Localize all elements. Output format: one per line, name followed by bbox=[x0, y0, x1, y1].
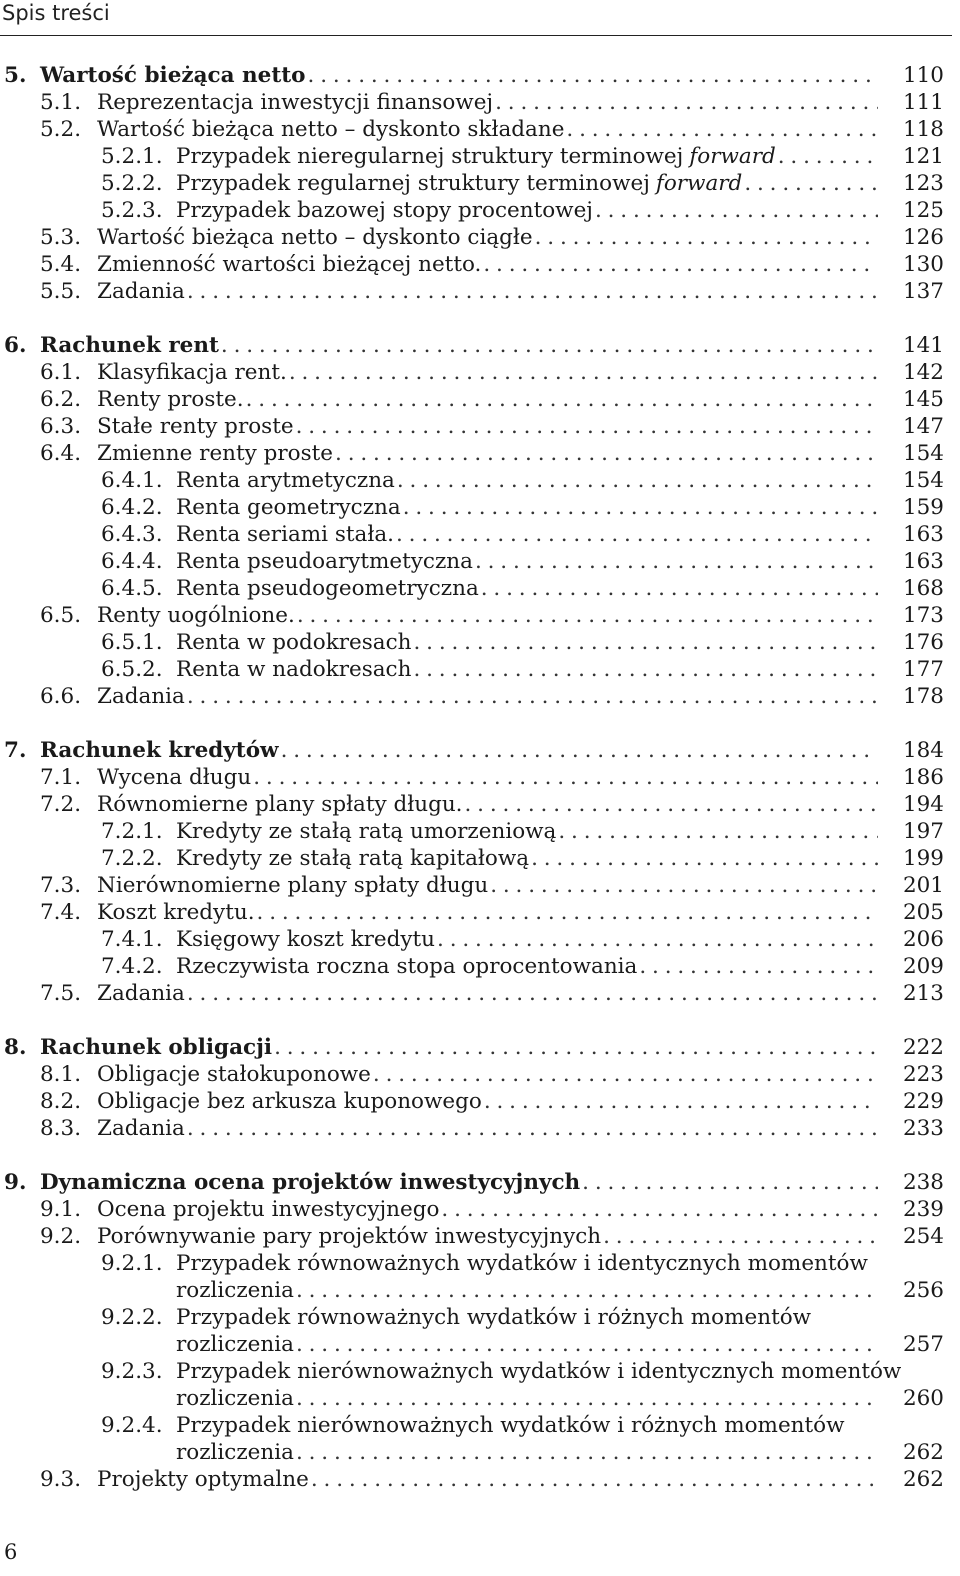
dot-leader bbox=[335, 440, 878, 467]
entry-number: 5.2.3. bbox=[101, 198, 163, 223]
dot-leader bbox=[308, 62, 878, 89]
chapter-page: 184 bbox=[902, 738, 944, 763]
entry-number: 5.2.1. bbox=[101, 144, 163, 169]
entry-title-continuation: rozliczenia bbox=[176, 1440, 294, 1465]
chapter-title: Rachunek rent bbox=[40, 333, 219, 358]
entry-number: 6.2. bbox=[40, 387, 82, 412]
entry-title: Przypadek nierównoważnych wydatków i identycznych momentów bbox=[176, 1359, 902, 1384]
entry-page: 145 bbox=[902, 387, 944, 412]
toc-entry[interactable] bbox=[0, 170, 952, 197]
toc-entry[interactable] bbox=[0, 602, 952, 629]
entry-number: 7.2.2. bbox=[101, 846, 163, 871]
dot-leader bbox=[296, 1385, 878, 1412]
entry-number: 6.4.5. bbox=[101, 576, 163, 601]
dot-leader bbox=[187, 1115, 878, 1142]
entry-number: 7.4.1. bbox=[101, 927, 163, 952]
entry-title: Reprezentacja inwestycji finansowej bbox=[97, 90, 494, 115]
entry-number: 8.2. bbox=[40, 1089, 82, 1114]
entry-title: Porównywanie pary projektów inwestycyjnych bbox=[97, 1224, 602, 1249]
toc-entry[interactable] bbox=[0, 440, 952, 467]
entry-number: 9.2.4. bbox=[101, 1413, 163, 1438]
entry-title: Obligacje stałokuponowe bbox=[97, 1062, 371, 1087]
toc-entry[interactable] bbox=[0, 926, 952, 953]
dot-leader bbox=[441, 1196, 878, 1223]
entry-title: Stałe renty proste bbox=[97, 414, 294, 439]
toc-entry[interactable] bbox=[0, 1250, 952, 1304]
dot-leader bbox=[274, 1034, 878, 1061]
toc-entry[interactable] bbox=[0, 575, 952, 602]
entry-page: 118 bbox=[902, 117, 944, 142]
entry-number: 6.4. bbox=[40, 441, 82, 466]
toc-chapter-entry[interactable] bbox=[0, 332, 952, 359]
entry-page: 126 bbox=[902, 225, 944, 250]
dot-leader bbox=[373, 1061, 878, 1088]
entry-page: 130 bbox=[902, 252, 944, 277]
entry-page: 205 bbox=[902, 900, 944, 925]
entry-title: Kredyty ze stałą ratą umorzeniową bbox=[176, 819, 557, 844]
toc-entry-continuation bbox=[0, 1277, 952, 1304]
entry-title: Przypadek nierównoważnych wydatków i różnych momentów bbox=[176, 1413, 845, 1438]
dot-leader bbox=[311, 1466, 878, 1493]
toc-entry[interactable] bbox=[0, 845, 952, 872]
toc-entry[interactable] bbox=[0, 1088, 952, 1115]
dot-leader bbox=[558, 818, 878, 845]
entry-number: 5.2. bbox=[40, 117, 82, 142]
entry-title: Kredyty ze stałą ratą kapitałową bbox=[176, 846, 530, 871]
entry-title: Renta w nadokresach bbox=[176, 657, 412, 682]
toc-chapter-entry[interactable] bbox=[0, 1169, 952, 1196]
table-of-contents bbox=[0, 62, 952, 1520]
dot-leader bbox=[296, 1277, 878, 1304]
entry-title: Renty uogólnione. bbox=[97, 603, 295, 628]
entry-title: Renty proste. bbox=[97, 387, 244, 412]
toc-entry[interactable] bbox=[0, 197, 952, 224]
chapter-page: 110 bbox=[902, 63, 944, 88]
toc-entry[interactable] bbox=[0, 467, 952, 494]
entry-number: 6.4.1. bbox=[101, 468, 163, 493]
entry-page: 163 bbox=[902, 522, 944, 547]
entry-title: Równomierne plany spłaty długu. bbox=[97, 792, 463, 817]
entry-page: 168 bbox=[902, 576, 944, 601]
dot-leader bbox=[483, 251, 878, 278]
entry-page: 121 bbox=[902, 144, 944, 169]
entry-page: 147 bbox=[902, 414, 944, 439]
entry-page: 194 bbox=[902, 792, 944, 817]
toc-entry[interactable] bbox=[0, 1196, 952, 1223]
entry-page: 173 bbox=[902, 603, 944, 628]
entry-number: 9.1. bbox=[40, 1197, 82, 1222]
entry-page: 111 bbox=[902, 90, 944, 115]
entry-number: 8.1. bbox=[40, 1062, 82, 1087]
dot-leader bbox=[221, 332, 878, 359]
entry-title: Koszt kredytu. bbox=[97, 900, 255, 925]
entry-page: 177 bbox=[902, 657, 944, 682]
entry-number: 7.3. bbox=[40, 873, 82, 898]
running-header bbox=[0, 0, 952, 36]
toc-entry-continuation bbox=[0, 1331, 952, 1358]
entry-title: Klasyfikacja rent. bbox=[97, 360, 287, 385]
dot-leader bbox=[296, 1439, 878, 1466]
chapter-title: Wartość bieżąca netto bbox=[40, 63, 306, 88]
dot-leader bbox=[603, 1223, 878, 1250]
dot-leader bbox=[296, 1331, 878, 1358]
dot-leader bbox=[475, 548, 878, 575]
dot-leader bbox=[187, 278, 878, 305]
toc-chapter bbox=[0, 1169, 952, 1493]
toc-entry[interactable] bbox=[0, 1115, 952, 1142]
entry-title-continuation: rozliczenia bbox=[176, 1386, 294, 1411]
toc-entry[interactable] bbox=[0, 1061, 952, 1088]
entry-number: 9.2.1. bbox=[101, 1251, 163, 1276]
entry-number: 5.5. bbox=[40, 279, 82, 304]
entry-page: 197 bbox=[902, 819, 944, 844]
entry-page: 223 bbox=[902, 1062, 944, 1087]
toc-entry-line bbox=[0, 1412, 952, 1439]
dot-leader bbox=[413, 629, 878, 656]
entry-number: 6.5.1. bbox=[101, 630, 163, 655]
entry-title: Księgowy koszt kredytu bbox=[176, 927, 436, 952]
toc-entry[interactable] bbox=[0, 899, 952, 926]
toc-entry[interactable] bbox=[0, 224, 952, 251]
dot-leader bbox=[397, 467, 878, 494]
entry-page: 213 bbox=[902, 981, 944, 1006]
toc-entry[interactable] bbox=[0, 1304, 952, 1358]
entry-title: Wartość bieżąca netto – dyskonto ciągłe bbox=[97, 225, 533, 250]
entry-title: Przypadek nieregularnej struktury terminowej bbox=[176, 144, 684, 169]
entry-title: Obligacje bez arkusza kuponowego bbox=[97, 1089, 482, 1114]
chapter-page: 238 bbox=[902, 1170, 944, 1195]
entry-number: 7.4.2. bbox=[101, 954, 163, 979]
entry-title: Renta pseudogeometryczna bbox=[176, 576, 479, 601]
toc-entry-line bbox=[0, 1358, 952, 1385]
toc-entry-continuation bbox=[0, 1385, 952, 1412]
toc-entry[interactable] bbox=[0, 494, 952, 521]
toc-entry[interactable] bbox=[0, 359, 952, 386]
toc-entry[interactable] bbox=[0, 683, 952, 710]
entry-title-continuation: rozliczenia bbox=[176, 1332, 294, 1357]
toc-entry[interactable] bbox=[0, 953, 952, 980]
toc-entry[interactable] bbox=[0, 521, 952, 548]
entry-number: 6.5. bbox=[40, 603, 82, 628]
entry-number: 9.2.2. bbox=[101, 1305, 163, 1330]
dot-leader bbox=[253, 764, 878, 791]
entry-title: Rzeczywista roczna stopa oprocentowania bbox=[176, 954, 638, 979]
entry-page: 142 bbox=[902, 360, 944, 385]
toc-entry[interactable] bbox=[0, 116, 952, 143]
toc-chapter-entry[interactable] bbox=[0, 1034, 952, 1061]
dot-leader bbox=[595, 197, 878, 224]
dot-leader bbox=[495, 89, 878, 116]
dot-leader bbox=[396, 521, 878, 548]
entry-number: 7.1. bbox=[40, 765, 82, 790]
toc-entry[interactable] bbox=[0, 413, 952, 440]
entry-title: Renta w podokresach bbox=[176, 630, 412, 655]
toc-entry[interactable] bbox=[0, 548, 952, 575]
chapter-page: 222 bbox=[902, 1035, 944, 1060]
entry-page: 206 bbox=[902, 927, 944, 952]
dot-leader bbox=[566, 116, 878, 143]
dot-leader bbox=[535, 224, 878, 251]
entry-number: 7.5. bbox=[40, 981, 82, 1006]
chapter-title: Rachunek obligacji bbox=[40, 1035, 273, 1060]
toc-chapter bbox=[0, 62, 952, 305]
entry-page: 260 bbox=[902, 1386, 944, 1411]
entry-title: Renta geometryczna bbox=[176, 495, 401, 520]
toc-entry[interactable] bbox=[0, 251, 952, 278]
toc-entry[interactable] bbox=[0, 980, 952, 1007]
toc-entry[interactable] bbox=[0, 1412, 952, 1466]
entry-page: 159 bbox=[902, 495, 944, 520]
entry-title: Zmienne renty proste bbox=[97, 441, 334, 466]
dot-leader bbox=[257, 899, 878, 926]
chapter-number: 8. bbox=[4, 1035, 27, 1060]
entry-page: 256 bbox=[902, 1278, 944, 1303]
entry-page: 178 bbox=[902, 684, 944, 709]
entry-number: 6.1. bbox=[40, 360, 82, 385]
chapter-number: 7. bbox=[4, 738, 27, 763]
entry-page: 163 bbox=[902, 549, 944, 574]
entry-title: Ocena projektu inwestycyjnego bbox=[97, 1197, 440, 1222]
dot-leader bbox=[281, 737, 878, 764]
entry-page: 137 bbox=[902, 279, 944, 304]
dot-leader bbox=[187, 683, 878, 710]
entry-title: Przypadek równoważnych wydatków i identycznych momentów bbox=[176, 1251, 868, 1276]
entry-title: Renta arytmetyczna bbox=[176, 468, 395, 493]
entry-number: 8.3. bbox=[40, 1116, 82, 1141]
entry-title: Wycena długu bbox=[97, 765, 252, 790]
toc-chapter bbox=[0, 332, 952, 710]
entry-title: Zadania bbox=[97, 1116, 185, 1141]
entry-page: 154 bbox=[902, 441, 944, 466]
entry-page: 201 bbox=[902, 873, 944, 898]
toc-entry[interactable] bbox=[0, 791, 952, 818]
dot-leader bbox=[531, 845, 878, 872]
toc-chapter bbox=[0, 737, 952, 1007]
entry-page: 176 bbox=[902, 630, 944, 655]
entry-title-italic-wrap bbox=[656, 170, 742, 197]
dot-leader bbox=[246, 386, 878, 413]
entry-number: 9.2. bbox=[40, 1224, 82, 1249]
entry-title: Zadania bbox=[97, 279, 185, 304]
entry-page: 229 bbox=[902, 1089, 944, 1114]
entry-title: Zadania bbox=[97, 981, 185, 1006]
entry-number: 5.2.2. bbox=[101, 171, 163, 196]
entry-number: 6.5.2. bbox=[101, 657, 163, 682]
entry-title-italic: forward bbox=[689, 144, 776, 169]
entry-number: 5.3. bbox=[40, 225, 82, 250]
toc-chapter bbox=[0, 1034, 952, 1142]
dot-leader bbox=[465, 791, 878, 818]
chapter-title: Rachunek kredytów bbox=[40, 738, 279, 763]
toc-entry[interactable] bbox=[0, 656, 952, 683]
entry-title-italic-wrap bbox=[689, 143, 775, 170]
toc-entry[interactable] bbox=[0, 872, 952, 899]
entry-number: 9.3. bbox=[40, 1467, 82, 1492]
entry-title: Wartość bieżąca netto – dyskonto składane bbox=[97, 117, 565, 142]
entry-title: Renta pseudoarytmetyczna bbox=[176, 549, 473, 574]
entry-number: 6.3. bbox=[40, 414, 82, 439]
entry-title-continuation: rozliczenia bbox=[176, 1278, 294, 1303]
dot-leader bbox=[187, 980, 878, 1007]
toc-chapter-entry[interactable] bbox=[0, 737, 952, 764]
entry-title: Nierównomierne plany spłaty długu bbox=[97, 873, 489, 898]
toc-chapter-entry[interactable] bbox=[0, 62, 952, 89]
dot-leader bbox=[297, 602, 878, 629]
entry-title: Zadania bbox=[97, 684, 185, 709]
entry-number: 6.6. bbox=[40, 684, 82, 709]
entry-number: 7.4. bbox=[40, 900, 82, 925]
entry-page: 209 bbox=[902, 954, 944, 979]
page-number: 6 bbox=[4, 1540, 18, 1564]
toc-entry[interactable] bbox=[0, 1223, 952, 1250]
dot-leader bbox=[490, 872, 878, 899]
dot-leader bbox=[484, 1088, 878, 1115]
toc-entry[interactable] bbox=[0, 386, 952, 413]
entry-title: Projekty optymalne bbox=[97, 1467, 309, 1492]
running-title: Spis treści bbox=[2, 1, 110, 25]
entry-title: Renta seriami stała. bbox=[176, 522, 394, 547]
dot-leader bbox=[413, 656, 878, 683]
toc-entry[interactable] bbox=[0, 629, 952, 656]
dot-leader bbox=[778, 143, 878, 170]
dot-leader bbox=[289, 359, 878, 386]
chapter-number: 9. bbox=[4, 1170, 27, 1195]
entry-number: 5.1. bbox=[40, 90, 82, 115]
toc-entry[interactable] bbox=[0, 1358, 952, 1412]
entry-page: 239 bbox=[902, 1197, 944, 1222]
entry-number: 9.2.3. bbox=[101, 1359, 163, 1384]
entry-page: 257 bbox=[902, 1332, 944, 1357]
dot-leader bbox=[296, 413, 878, 440]
entry-page: 233 bbox=[902, 1116, 944, 1141]
chapter-page: 141 bbox=[902, 333, 944, 358]
toc-entry[interactable] bbox=[0, 89, 952, 116]
toc-entry[interactable] bbox=[0, 764, 952, 791]
entry-title: Przypadek regularnej struktury terminowej bbox=[176, 171, 650, 196]
toc-entry-line bbox=[0, 1304, 952, 1331]
entry-number: 7.2. bbox=[40, 792, 82, 817]
entry-page: 262 bbox=[902, 1440, 944, 1465]
entry-number: 6.4.3. bbox=[101, 522, 163, 547]
toc-entry-line bbox=[0, 1250, 952, 1277]
dot-leader bbox=[403, 494, 878, 521]
entry-page: 254 bbox=[902, 1224, 944, 1249]
dot-leader bbox=[481, 575, 878, 602]
entry-title-italic: forward bbox=[655, 171, 743, 196]
dot-leader bbox=[639, 953, 878, 980]
entry-number: 6.4.2. bbox=[101, 495, 163, 520]
entry-title: Przypadek równoważnych wydatków i różnych momentów bbox=[176, 1305, 812, 1330]
toc-entry[interactable] bbox=[0, 818, 952, 845]
entry-number: 5.4. bbox=[40, 252, 82, 277]
entry-title: Przypadek bazowej stopy procentowej bbox=[176, 198, 593, 223]
entry-page: 199 bbox=[902, 846, 944, 871]
dot-leader bbox=[437, 926, 878, 953]
dot-leader bbox=[744, 170, 878, 197]
chapter-number: 5. bbox=[4, 63, 27, 88]
toc-entry[interactable] bbox=[0, 1466, 952, 1493]
toc-entry[interactable] bbox=[0, 143, 952, 170]
entry-page: 123 bbox=[902, 171, 944, 196]
chapter-title: Dynamiczna ocena projektów inwestycyjnych bbox=[40, 1170, 581, 1195]
entry-page: 186 bbox=[902, 765, 944, 790]
entry-number: 7.2.1. bbox=[101, 819, 163, 844]
toc-entry[interactable] bbox=[0, 278, 952, 305]
toc-entry-continuation bbox=[0, 1439, 952, 1466]
dot-leader bbox=[582, 1169, 878, 1196]
entry-page: 125 bbox=[902, 198, 944, 223]
entry-title: Zmienność wartości bieżącej netto. bbox=[97, 252, 482, 277]
entry-number: 6.4.4. bbox=[101, 549, 163, 574]
entry-page: 154 bbox=[902, 468, 944, 493]
entry-page: 262 bbox=[902, 1467, 944, 1492]
chapter-number: 6. bbox=[4, 333, 27, 358]
